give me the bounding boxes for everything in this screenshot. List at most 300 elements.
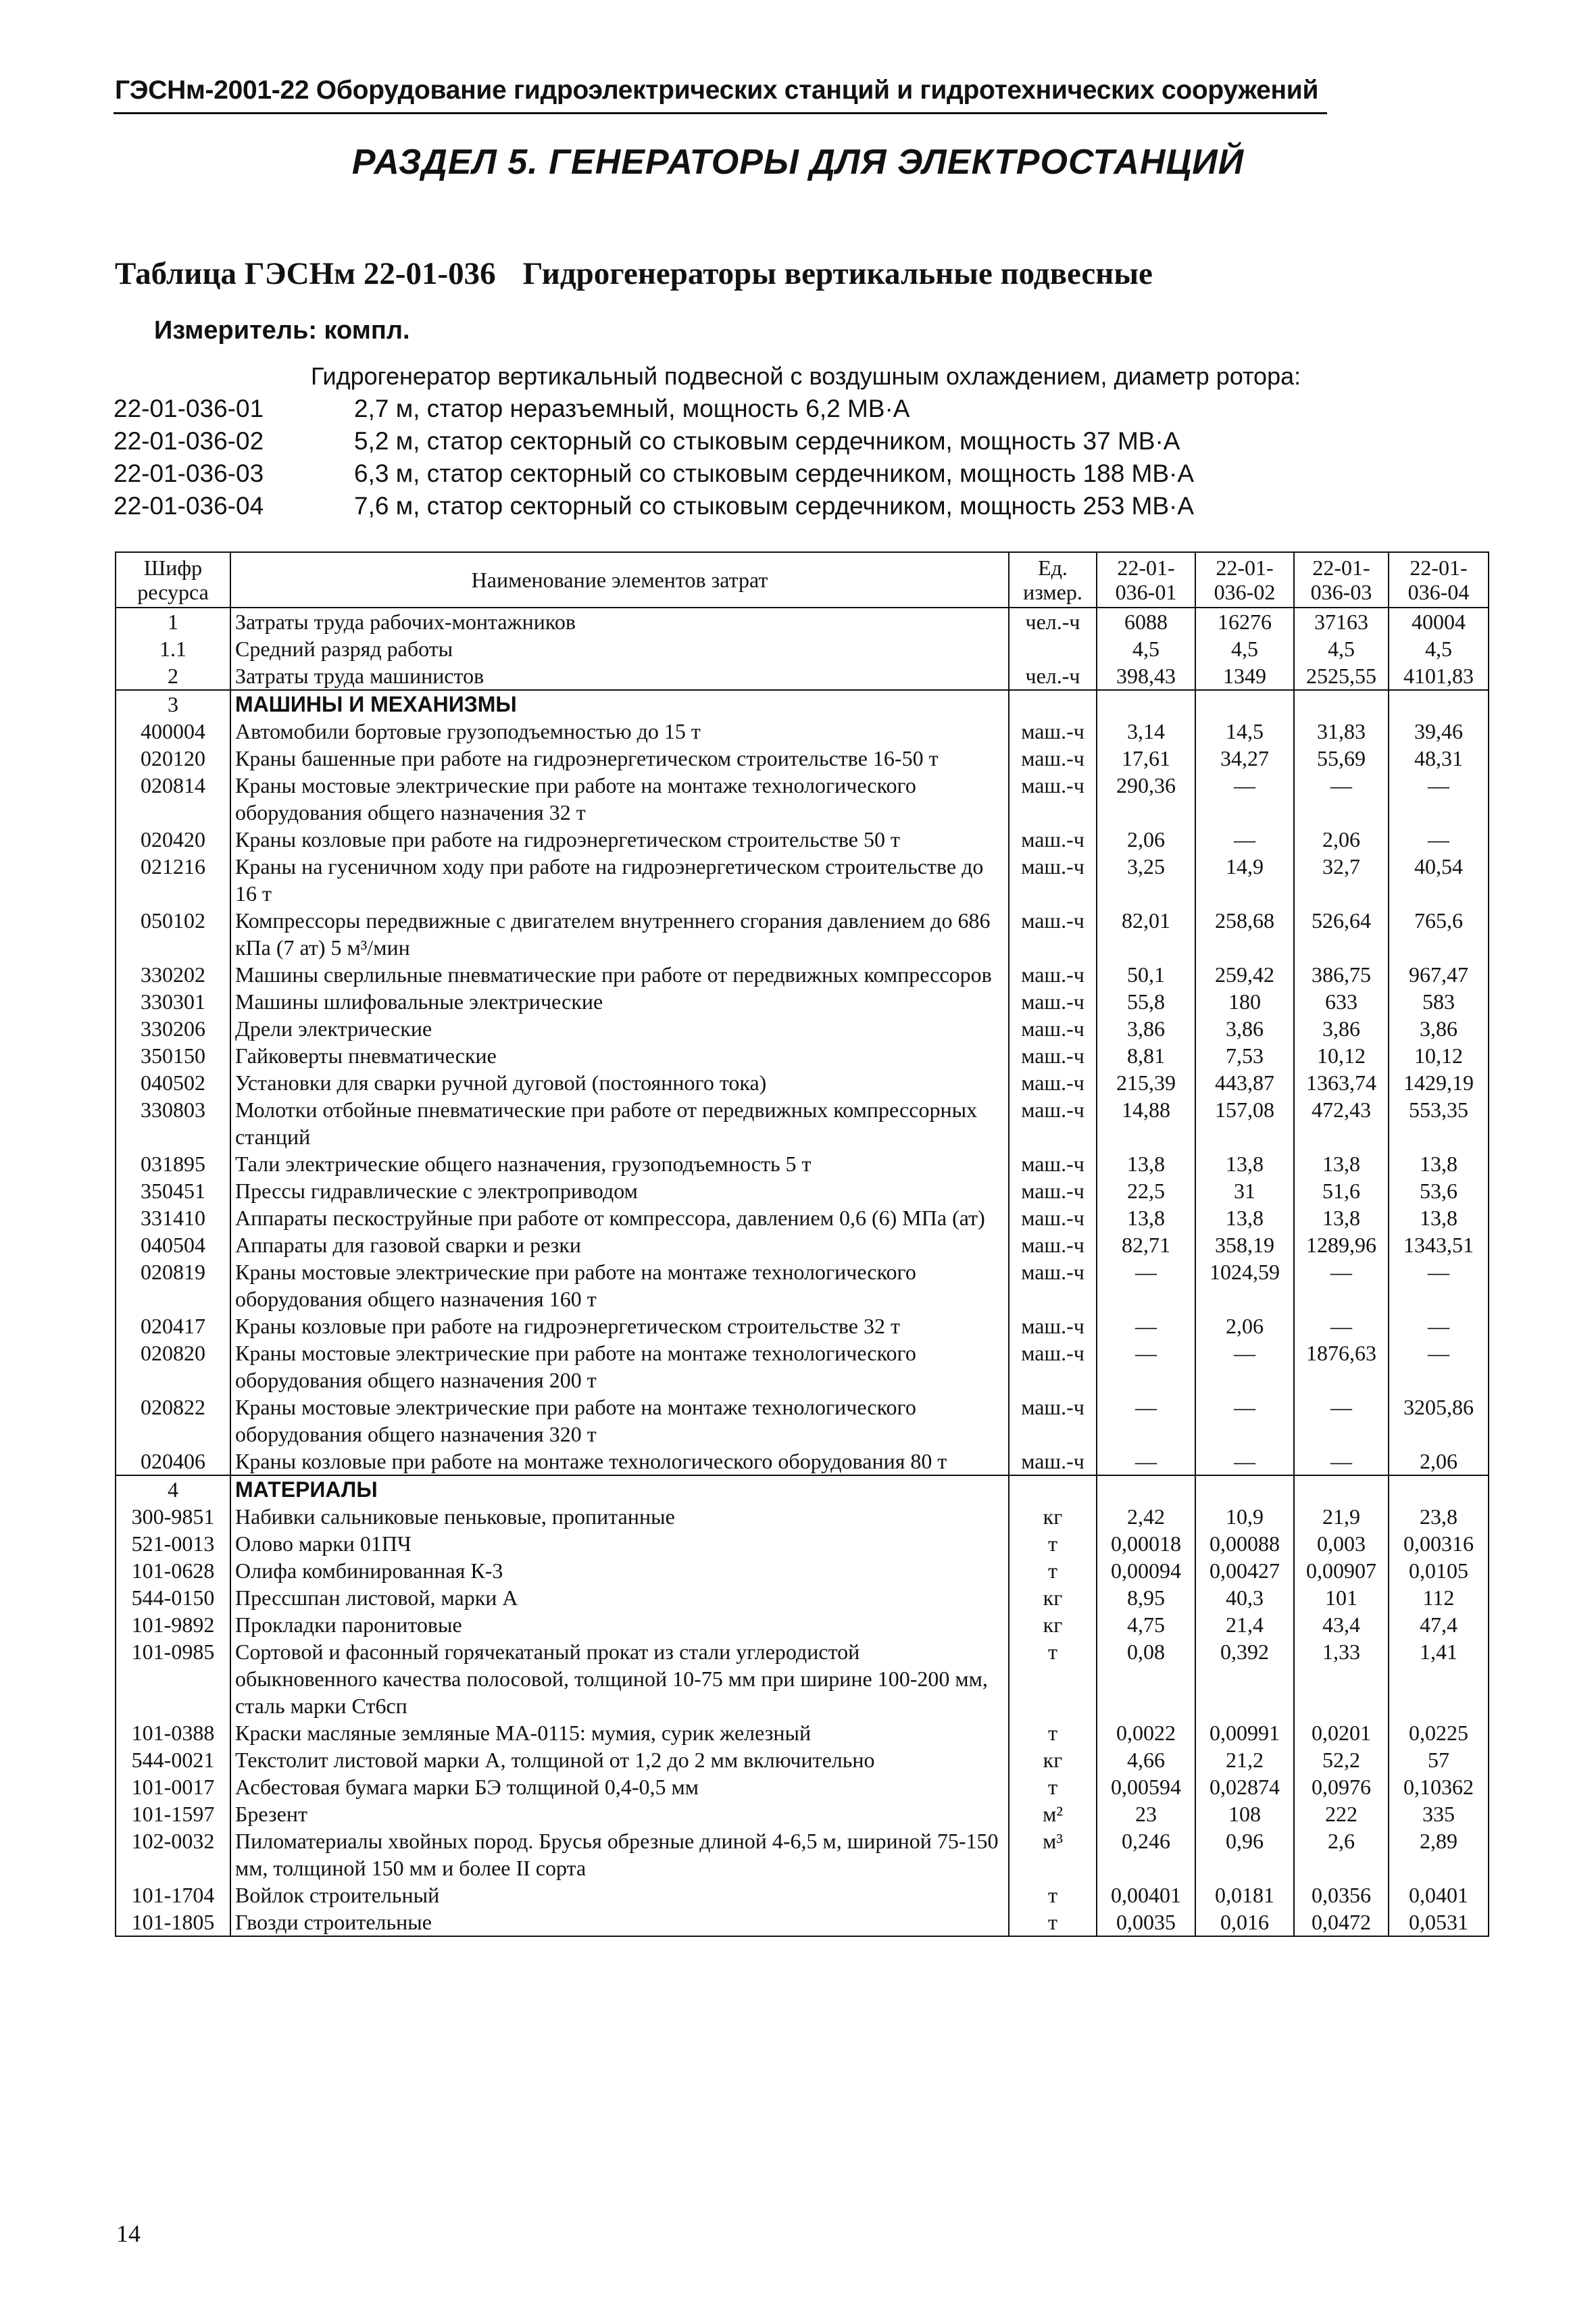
resource-code: 331410 (116, 1204, 230, 1231)
table-row (116, 1394, 1489, 1448)
col-header-unit: Ед. измер. (1009, 552, 1097, 608)
value-variant-2: 16276 (1195, 608, 1294, 635)
resource-unit: маш.-ч (1009, 1258, 1097, 1312)
resource-unit: кг (1009, 1584, 1097, 1611)
resource-name: Краны мостовые электрические при работе на монтаже технологического оборудования общего назначения 320 т (230, 1394, 1009, 1448)
value-variant-2: 21,2 (1195, 1746, 1294, 1773)
variant-text: 7,6 м, статор секторный со стыковым сердечником, мощность 253 МВ·А (354, 492, 1195, 520)
value-variant-3: 1289,96 (1294, 1231, 1389, 1258)
value-variant-4: 57 (1389, 1746, 1489, 1773)
table-row (116, 1638, 1489, 1719)
value-variant-4: — (1389, 1339, 1489, 1394)
resource-name: Дрели электрические (230, 1015, 1009, 1042)
table-row (116, 1611, 1489, 1638)
value-variant-3: 13,8 (1294, 1204, 1389, 1231)
resource-code: 101-0017 (116, 1773, 230, 1800)
resource-code: 330301 (116, 988, 230, 1015)
value-variant-1: — (1097, 1339, 1195, 1394)
value-variant-4: 0,00316 (1389, 1530, 1489, 1557)
col-header-variant-1: 22-01-036-01 (1097, 552, 1195, 608)
value-variant-2: 0,00991 (1195, 1719, 1294, 1746)
value-variant-2: — (1195, 1394, 1294, 1448)
variant-line (114, 460, 1194, 488)
value-variant-3: 1,33 (1294, 1638, 1389, 1719)
resource-code: 021216 (116, 853, 230, 907)
resource-unit: маш.-ч (1009, 1042, 1097, 1069)
value-variant-2: 1349 (1195, 662, 1294, 690)
value-variant-2: 443,87 (1195, 1069, 1294, 1096)
value-variant-4: 1429,19 (1389, 1069, 1489, 1096)
value-variant-1: 4,66 (1097, 1746, 1195, 1773)
table-row (116, 745, 1489, 772)
resource-code: 040502 (116, 1069, 230, 1096)
col-header-variant-3: 22-01-036-03 (1294, 552, 1389, 608)
resource-code: 101-1704 (116, 1881, 230, 1909)
resource-name: Компрессоры передвижные с двигателем внутреннего сгорания давлением до 686 кПа (7 ат) 5 м³/мин (230, 907, 1009, 961)
resource-unit: маш.-ч (1009, 1448, 1097, 1475)
resource-unit: т (1009, 1530, 1097, 1557)
value-variant-2: 258,68 (1195, 907, 1294, 961)
resource-code: 1 (116, 608, 230, 635)
value-variant-1: 0,00594 (1097, 1773, 1195, 1800)
variant-code: 22-01-036-03 (114, 460, 264, 487)
resource-unit: маш.-ч (1009, 772, 1097, 826)
resource-name: Набивки сальниковые пеньковые, пропитанные (230, 1503, 1009, 1530)
resource-code: 031895 (116, 1150, 230, 1177)
resource-unit: т (1009, 1557, 1097, 1584)
value-variant-3: 0,003 (1294, 1530, 1389, 1557)
value-variant-2: — (1195, 1448, 1294, 1475)
resource-unit: маш.-ч (1009, 1015, 1097, 1042)
variant-text: 6,3 м, статор секторный со стыковым сердечником, мощность 188 МВ·А (354, 460, 1195, 487)
table-row (116, 1177, 1489, 1204)
value-variant-3: 3,86 (1294, 1015, 1389, 1042)
resource-code: 3 (116, 690, 230, 718)
table-row (116, 635, 1489, 662)
resource-code: 350150 (116, 1042, 230, 1069)
value-variant-3: 43,4 (1294, 1611, 1389, 1638)
value-variant-4: 4,5 (1389, 635, 1489, 662)
value-variant-2: 10,9 (1195, 1503, 1294, 1530)
resource-code: 350451 (116, 1177, 230, 1204)
value-variant-4 (1389, 690, 1489, 718)
value-variant-1: 0,0022 (1097, 1719, 1195, 1746)
value-variant-4: — (1389, 772, 1489, 826)
table-title (115, 255, 1153, 292)
value-variant-1: 17,61 (1097, 745, 1195, 772)
value-variant-4: 335 (1389, 1800, 1489, 1827)
table-row (116, 1204, 1489, 1231)
resource-name: Войлок строительный (230, 1881, 1009, 1909)
value-variant-3: 52,2 (1294, 1746, 1389, 1773)
resource-table (115, 551, 1489, 1937)
value-variant-3: 1876,63 (1294, 1339, 1389, 1394)
value-variant-3: 32,7 (1294, 853, 1389, 907)
resource-unit (1009, 1475, 1097, 1503)
resource-name: Прокладки паронитовые (230, 1611, 1009, 1638)
value-variant-2: 108 (1195, 1800, 1294, 1827)
variant-code: 22-01-036-01 (114, 395, 264, 422)
table-row (116, 1312, 1489, 1339)
value-variant-4: — (1389, 1312, 1489, 1339)
table-row (116, 1096, 1489, 1150)
value-variant-4: 3205,86 (1389, 1394, 1489, 1448)
variant-text: 5,2 м, статор секторный со стыковым сердечником, мощность 37 МВ·А (354, 427, 1180, 455)
value-variant-4: 13,8 (1389, 1150, 1489, 1177)
value-variant-3: 0,0356 (1294, 1881, 1389, 1909)
value-variant-2: 34,27 (1195, 745, 1294, 772)
table-row (116, 1015, 1489, 1042)
value-variant-3: — (1294, 1448, 1389, 1475)
value-variant-4: 112 (1389, 1584, 1489, 1611)
resource-unit: маш.-ч (1009, 1394, 1097, 1448)
table-row (116, 826, 1489, 853)
resource-name: Асбестовая бумага марки БЭ толщиной 0,4-0,5 мм (230, 1773, 1009, 1800)
value-variant-2: 1024,59 (1195, 1258, 1294, 1312)
value-variant-4: 40004 (1389, 608, 1489, 635)
value-variant-3: 1363,74 (1294, 1069, 1389, 1096)
resource-unit: маш.-ч (1009, 1231, 1097, 1258)
resource-unit (1009, 635, 1097, 662)
resource-code: 020819 (116, 1258, 230, 1312)
value-variant-2: — (1195, 826, 1294, 853)
resource-unit: м³ (1009, 1827, 1097, 1881)
resource-name: Машины шлифовальные электрические (230, 988, 1009, 1015)
resource-code: 330803 (116, 1096, 230, 1150)
page-number: 14 (116, 2220, 141, 2247)
value-variant-3: 13,8 (1294, 1150, 1389, 1177)
header-rule (114, 112, 1327, 114)
value-variant-3: 0,0201 (1294, 1719, 1389, 1746)
table-row (116, 1150, 1489, 1177)
resource-unit: маш.-ч (1009, 988, 1097, 1015)
table-row (116, 907, 1489, 961)
value-variant-4: 2,06 (1389, 1448, 1489, 1475)
value-variant-1: 2,06 (1097, 826, 1195, 853)
table-row (116, 1069, 1489, 1096)
resource-code: 300-9851 (116, 1503, 230, 1530)
resource-name: Средний разряд работы (230, 635, 1009, 662)
value-variant-3: — (1294, 1312, 1389, 1339)
resource-unit: маш.-ч (1009, 1339, 1097, 1394)
resource-code: 400004 (116, 718, 230, 745)
table-row (116, 1800, 1489, 1827)
value-variant-1 (1097, 690, 1195, 718)
value-variant-3: 2,06 (1294, 826, 1389, 853)
value-variant-4: 553,35 (1389, 1096, 1489, 1150)
resource-code: 521-0013 (116, 1530, 230, 1557)
table-row (116, 1258, 1489, 1312)
resource-name: Краны башенные при работе на гидроэнергетическом строительстве 16-50 т (230, 745, 1009, 772)
resource-name: Краны козловые при работе на гидроэнергетическом строительстве 32 т (230, 1312, 1009, 1339)
value-variant-1: 0,0035 (1097, 1909, 1195, 1936)
value-variant-1: 82,71 (1097, 1231, 1195, 1258)
value-variant-4: — (1389, 826, 1489, 853)
variant-code: 22-01-036-02 (114, 427, 264, 455)
value-variant-3: — (1294, 1258, 1389, 1312)
value-variant-2: 180 (1195, 988, 1294, 1015)
resource-code: 101-0985 (116, 1638, 230, 1719)
value-variant-4: 53,6 (1389, 1177, 1489, 1204)
resource-unit: кг (1009, 1746, 1097, 1773)
table-name: Гидрогенераторы вертикальные подвесные (522, 256, 1153, 291)
value-variant-4: 0,0105 (1389, 1557, 1489, 1584)
value-variant-1: 0,246 (1097, 1827, 1195, 1881)
value-variant-1: 398,43 (1097, 662, 1195, 690)
table-row (116, 1719, 1489, 1746)
value-variant-1: 13,8 (1097, 1150, 1195, 1177)
resource-code: 4 (116, 1475, 230, 1503)
value-variant-4: 0,10362 (1389, 1773, 1489, 1800)
value-variant-1: 4,75 (1097, 1611, 1195, 1638)
resource-code: 020822 (116, 1394, 230, 1448)
value-variant-2: — (1195, 772, 1294, 826)
section-title: РАЗДЕЛ 5. ГЕНЕРАТОРЫ ДЛЯ ЭЛЕКТРОСТАНЦИЙ (351, 143, 1245, 182)
value-variant-3 (1294, 1475, 1389, 1503)
resource-unit: т (1009, 1881, 1097, 1909)
value-variant-3: 37163 (1294, 608, 1389, 635)
value-variant-4: 23,8 (1389, 1503, 1489, 1530)
value-variant-1: 6088 (1097, 608, 1195, 635)
value-variant-4: 765,6 (1389, 907, 1489, 961)
value-variant-3: 0,0976 (1294, 1773, 1389, 1800)
table-group-row (116, 690, 1489, 718)
col-header-name: Наименование элементов затрат (230, 552, 1009, 608)
value-variant-2: 31 (1195, 1177, 1294, 1204)
resource-name: Краны мостовые электрические при работе на монтаже технологического оборудования общего назначения 32 т (230, 772, 1009, 826)
value-variant-1: 50,1 (1097, 961, 1195, 988)
table-row (116, 1339, 1489, 1394)
value-variant-2: 0,00088 (1195, 1530, 1294, 1557)
variant-code: 22-01-036-04 (114, 492, 264, 520)
value-variant-4: 13,8 (1389, 1204, 1489, 1231)
value-variant-1: — (1097, 1258, 1195, 1312)
resource-name: Прессшпан листовой, марки А (230, 1584, 1009, 1611)
table-group-row (116, 1475, 1489, 1503)
table-number: Таблица ГЭСНм 22-01-036 (115, 256, 496, 291)
resource-code: 544-0150 (116, 1584, 230, 1611)
value-variant-3: 386,75 (1294, 961, 1389, 988)
resource-name: Аппараты для газовой сварки и резки (230, 1231, 1009, 1258)
table-row (116, 1042, 1489, 1069)
resource-name: Сортовой и фасонный горячекатаный прокат из стали углеродистой обыкновенного качества полосовой, толщиной 10-75 мм при ширине 100-200 мм, сталь марки Ст6сп (230, 1638, 1009, 1719)
value-variant-3: 633 (1294, 988, 1389, 1015)
value-variant-4: 0,0401 (1389, 1881, 1489, 1909)
resource-unit: маш.-ч (1009, 853, 1097, 907)
table-row (116, 662, 1489, 690)
resource-name: Текстолит листовой марки А, толщиной от 1,2 до 2 мм включительно (230, 1746, 1009, 1773)
value-variant-4: 967,47 (1389, 961, 1489, 988)
value-variant-1 (1097, 1475, 1195, 1503)
resource-code: 040504 (116, 1231, 230, 1258)
resource-name: Затраты труда рабочих-монтажников (230, 608, 1009, 635)
value-variant-1: 13,8 (1097, 1204, 1195, 1231)
value-variant-2: 2,06 (1195, 1312, 1294, 1339)
value-variant-1: 55,8 (1097, 988, 1195, 1015)
table-header-row (116, 552, 1489, 608)
table-row (116, 1448, 1489, 1475)
intro-text: Гидрогенератор вертикальный подвесной с воздушным охлаждением, диаметр ротора: (311, 362, 1301, 390)
value-variant-1: 215,39 (1097, 1069, 1195, 1096)
value-variant-2: 13,8 (1195, 1150, 1294, 1177)
resource-unit: т (1009, 1909, 1097, 1936)
resource-name: Краски масляные земляные МА-0115: мумия, сурик железный (230, 1719, 1009, 1746)
resource-name: Прессы гидравлические с электроприводом (230, 1177, 1009, 1204)
value-variant-1: 0,08 (1097, 1638, 1195, 1719)
resource-unit: маш.-ч (1009, 1177, 1097, 1204)
value-variant-3: 51,6 (1294, 1177, 1389, 1204)
table-row (116, 1881, 1489, 1909)
value-variant-4: 1,41 (1389, 1638, 1489, 1719)
value-variant-3: 101 (1294, 1584, 1389, 1611)
table-row (116, 853, 1489, 907)
resource-name: Краны козловые при работе на монтаже технологического оборудования 80 т (230, 1448, 1009, 1475)
value-variant-2: 0,0181 (1195, 1881, 1294, 1909)
value-variant-1: 14,88 (1097, 1096, 1195, 1150)
resource-name: Брезент (230, 1800, 1009, 1827)
resource-unit: кг (1009, 1611, 1097, 1638)
resource-unit: маш.-ч (1009, 1204, 1097, 1231)
value-variant-2: — (1195, 1339, 1294, 1394)
value-variant-1: 8,95 (1097, 1584, 1195, 1611)
table-row (116, 988, 1489, 1015)
value-variant-3: 526,64 (1294, 907, 1389, 961)
value-variant-1: 3,14 (1097, 718, 1195, 745)
variant-line (114, 395, 909, 423)
resource-unit: маш.-ч (1009, 907, 1097, 961)
resource-code: 020406 (116, 1448, 230, 1475)
resource-name: МАШИНЫ И МЕХАНИЗМЫ (230, 690, 1009, 718)
value-variant-3: 0,00907 (1294, 1557, 1389, 1584)
resource-unit: т (1009, 1719, 1097, 1746)
value-variant-1: 3,25 (1097, 853, 1195, 907)
table-row (116, 1909, 1489, 1936)
resource-code: 020120 (116, 745, 230, 772)
resource-unit: чел.-ч (1009, 662, 1097, 690)
resource-name: Затраты труда машинистов (230, 662, 1009, 690)
value-variant-3: 472,43 (1294, 1096, 1389, 1150)
table-row (116, 718, 1489, 745)
value-variant-3: 4,5 (1294, 635, 1389, 662)
value-variant-4: 583 (1389, 988, 1489, 1015)
col-header-code: Шифр ресурса (116, 552, 230, 608)
value-variant-3: — (1294, 772, 1389, 826)
resource-unit: маш.-ч (1009, 961, 1097, 988)
value-variant-3: 2525,55 (1294, 662, 1389, 690)
table-body (116, 608, 1489, 1936)
table-row (116, 961, 1489, 988)
value-variant-3: 31,83 (1294, 718, 1389, 745)
resource-code: 020820 (116, 1339, 230, 1394)
value-variant-3: 0,0472 (1294, 1909, 1389, 1936)
value-variant-2: 21,4 (1195, 1611, 1294, 1638)
resource-unit: т (1009, 1773, 1097, 1800)
variant-line (114, 427, 1180, 456)
value-variant-4: 39,46 (1389, 718, 1489, 745)
col-header-variant-4: 22-01-036-04 (1389, 552, 1489, 608)
value-variant-1: 4,5 (1097, 635, 1195, 662)
resource-code: 101-1805 (116, 1909, 230, 1936)
resource-name: Машины сверлильные пневматические при работе от передвижных компрессоров (230, 961, 1009, 988)
table-row (116, 1231, 1489, 1258)
resource-unit: кг (1009, 1503, 1097, 1530)
resource-code: 544-0021 (116, 1746, 230, 1773)
resource-code: 101-0628 (116, 1557, 230, 1584)
resource-name: МАТЕРИАЛЫ (230, 1475, 1009, 1503)
value-variant-3: — (1294, 1394, 1389, 1448)
resource-unit: чел.-ч (1009, 608, 1097, 635)
value-variant-2: 259,42 (1195, 961, 1294, 988)
value-variant-3: 21,9 (1294, 1503, 1389, 1530)
value-variant-1: — (1097, 1312, 1195, 1339)
value-variant-2: 358,19 (1195, 1231, 1294, 1258)
resource-name: Краны козловые при работе на гидроэнергетическом строительстве 50 т (230, 826, 1009, 853)
value-variant-2: 0,016 (1195, 1909, 1294, 1936)
resource-code: 101-9892 (116, 1611, 230, 1638)
value-variant-4: 2,89 (1389, 1827, 1489, 1881)
value-variant-1: — (1097, 1394, 1195, 1448)
table-row (116, 1557, 1489, 1584)
value-variant-3: 2,6 (1294, 1827, 1389, 1881)
value-variant-1: 0,00401 (1097, 1881, 1195, 1909)
value-variant-1: 22,5 (1097, 1177, 1195, 1204)
value-variant-1: 290,36 (1097, 772, 1195, 826)
value-variant-1: 3,86 (1097, 1015, 1195, 1042)
table-row (116, 608, 1489, 635)
value-variant-4: 0,0225 (1389, 1719, 1489, 1746)
resource-code: 2 (116, 662, 230, 690)
table-row (116, 772, 1489, 826)
resource-code: 102-0032 (116, 1827, 230, 1881)
resource-unit: маш.-ч (1009, 1150, 1097, 1177)
value-variant-1: — (1097, 1448, 1195, 1475)
resource-unit: маш.-ч (1009, 745, 1097, 772)
value-variant-1: 2,42 (1097, 1503, 1195, 1530)
value-variant-1: 0,00094 (1097, 1557, 1195, 1584)
value-variant-4: — (1389, 1258, 1489, 1312)
value-variant-1: 0,00018 (1097, 1530, 1195, 1557)
running-header: ГЭСНм-2001-22 Оборудование гидроэлектрических станций и гидротехнических сооружений (115, 76, 1319, 105)
resource-name: Гайковерты пневматические (230, 1042, 1009, 1069)
value-variant-3: 10,12 (1294, 1042, 1389, 1069)
value-variant-2: 14,5 (1195, 718, 1294, 745)
value-variant-1: 8,81 (1097, 1042, 1195, 1069)
resource-name: Гвозди строительные (230, 1909, 1009, 1936)
meter-label: Измеритель: компл. (154, 316, 410, 345)
resource-name: Установки для сварки ручной дуговой (постоянного тока) (230, 1069, 1009, 1096)
resource-name: Пиломатериалы хвойных пород. Брусья обрезные длиной 4-6,5 м, шириной 75-150 мм, толщиной 150 мм и более II сорта (230, 1827, 1009, 1881)
value-variant-4: 3,86 (1389, 1015, 1489, 1042)
resource-code: 1.1 (116, 635, 230, 662)
resource-name: Тали электрические общего назначения, грузоподъемность 5 т (230, 1150, 1009, 1177)
resource-unit: м² (1009, 1800, 1097, 1827)
resource-name: Краны мостовые электрические при работе на монтаже технологического оборудования общего назначения 160 т (230, 1258, 1009, 1312)
table-row (116, 1746, 1489, 1773)
value-variant-2: 157,08 (1195, 1096, 1294, 1150)
resource-name: Олифа комбинированная К-3 (230, 1557, 1009, 1584)
table-row (116, 1773, 1489, 1800)
value-variant-4: 10,12 (1389, 1042, 1489, 1069)
resource-unit (1009, 690, 1097, 718)
value-variant-2: 13,8 (1195, 1204, 1294, 1231)
value-variant-2 (1195, 690, 1294, 718)
value-variant-2: 0,96 (1195, 1827, 1294, 1881)
value-variant-4: 4101,83 (1389, 662, 1489, 690)
resource-name: Молотки отбойные пневматические при работе от передвижных компрессорных станций (230, 1096, 1009, 1150)
resource-name: Краны на гусеничном ходу при работе на гидроэнергетическом строительстве до 16 т (230, 853, 1009, 907)
resource-code: 050102 (116, 907, 230, 961)
value-variant-1: 82,01 (1097, 907, 1195, 961)
